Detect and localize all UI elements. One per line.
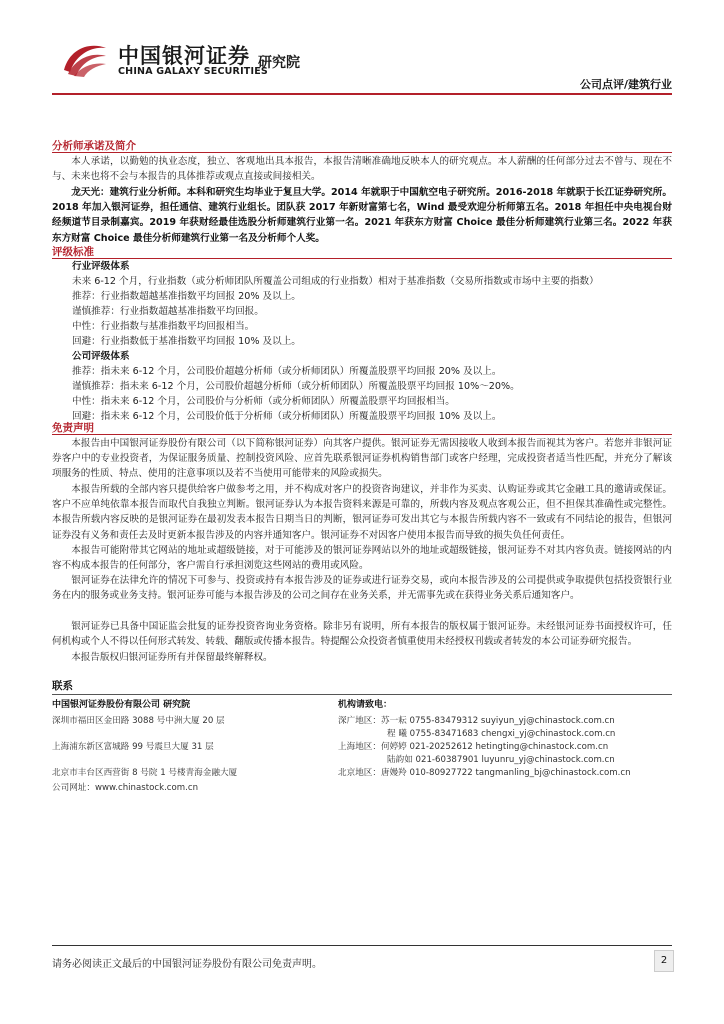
company-rating-line: 中性：指未来 6-12 个月，公司股价与分析师（或分析师团队）所覆盖股票平均回报相当。 (72, 396, 455, 407)
sales-contact-line: 上海地区：何婷婷 021-20252612 hetingting@chinastock.com.cn (338, 742, 609, 752)
brand-name-cn: 中国银河证券 (118, 44, 250, 68)
footer-divider (52, 945, 672, 946)
company-rating-line: 推荐：指未来 6-12 个月，公司股价超越分析师（或分析师团队）所覆盖股票平均回报 20% 及以上。 (72, 366, 502, 377)
disclaimer-paragraph: 本报告版权归银河证券所有并保留最终解释权。 (71, 652, 273, 663)
research-dept-label: 研究院 (258, 55, 300, 71)
company-website[interactable]: 公司网址：www.chinastock.com.cn (52, 783, 199, 793)
company-rating-heading: 公司评级体系 (72, 351, 130, 362)
galaxy-logo-icon (60, 38, 110, 78)
disclaimer-paragraph: 本报告所载的全部内容只提供给客户做参考之用，并不构成对客户的投资咨询建议，并非作为买卖、认购证券或其它金融工具的邀请或保证。客户不应单纯依靠本报告而取代自我独立判断。银河证券认为本报告资料来源是可靠的，所载内容及观点客观公正，但不担保其准确性或完整性。本报告所载内容反映的是银河证券在最初发表本报告日期当日的判断，银河证券可发出其它与本报告所载内容不一致或有不同结论的报告，但银河证券没有义务和责任去及时更新本报告涉及的内容并通知客户。银河证券不对因客户使用本报告而导致的损失负任何责任。 (52, 484, 672, 541)
disclaimer-paragraph: 银河证券已具备中国证监会批复的证券投资咨询业务资格。除非另有说明，所有本报告的版权属于银河证券。未经银河证券书面授权许可，任何机构或个人不得以任何形式转发、转载、翻版或传播本报告。特提醒公众投资者慎重使用未经授权刊载或者转发的本公司证券研究报告。 (52, 621, 672, 648)
disclaimer-section-title: 免责声明 (52, 422, 94, 434)
footer-disclaimer-note: 请务必阅读正文最后的中国银河证券股份有限公司免责声明。 (52, 959, 322, 970)
section-divider (52, 434, 672, 435)
section-divider (52, 152, 672, 153)
contact-address-beijing: 北京市丰台区西营街 8 号院 1 号楼青海金融大厦 (52, 768, 238, 778)
page-number: 2 (654, 950, 674, 972)
disclaimer-paragraph: 本报告可能附带其它网站的地址或超级链接，对于可能涉及的银河证券网站以外的地址或超级链接，银河证券不对其内容负责。链接网站的内容不构成本报告的任何部分，客户需自行承担浏览这些网站的费用或风险。 (52, 545, 672, 572)
company-rating-line: 回避：指未来 6-12 个月，公司股价低于分析师（或分析师团队）所覆盖股票平均回报 10% 及以上。 (72, 411, 502, 422)
contact-section-title: 联系 (52, 680, 73, 692)
sales-contact-line: 北京地区：唐嫚羚 010-80927722 tangmanling_bj@chinastock.com.cn (338, 768, 631, 778)
analyst-bio: 龙天光：建筑行业分析师。本科和研究生均毕业于复旦大学。2014 年就职于中国航空电子研究所。2016-2018 年就职于长江证券研究所。2018 年加入银河证券，担任通信、建筑行业组长。团队获 2017 年新财富第七名，Wind 最受欢迎分析师第五名。2018 年担任中央电视台财经频道节目录制嘉宾。2019 年获财经最佳选股分析师建筑行业第一名。2021 年获东方财富 Choice 最佳分析师建筑行业第三名。2022 年获东方财富 Choice 最佳分析师建筑行业第一名及分析师个人奖。 (52, 187, 672, 244)
disclaimer-paragraph: 银河证券在法律允许的情况下可参与、投资或持有本报告涉及的证券或进行证券交易，或向本报告涉及的公司提供或争取提供包括投资银行业务在内的服务或业务支持。银河证券可能与本报告涉及的公司之间存在业务关系，并无需事先或在获得业务关系后通知客户。 (52, 575, 672, 602)
industry-rating-line: 谨慎推荐：行业指数超越基准指数平均回报。 (72, 306, 264, 317)
industry-rating-line: 推荐：行业指数超越基准指数平均回报 20% 及以上。 (72, 291, 301, 302)
industry-rating-line: 未来 6-12 个月，行业指数（或分析师团队所覆盖公司组成的行业指数）相对于基准指数（交易所指数或市场中主要的指数） (72, 276, 599, 287)
industry-rating-heading: 行业评级体系 (72, 261, 130, 272)
industry-rating-line: 中性：行业指数与基准指数平均回报相当。 (72, 321, 255, 332)
sales-contact-line: 程 曦 0755-83471683 chengxi_yj@chinastock.com.cn (387, 729, 616, 739)
sales-contact-line: 深广地区：苏一耘 0755-83479312 suyiyun_yj@chinastock.com.cn (338, 716, 615, 726)
sales-contact-title: 机构请致电： (338, 700, 393, 710)
contact-address-shenzhen: 深圳市福田区金田路 3088 号中洲大厦 20 层 (52, 716, 225, 726)
industry-rating-line: 回避：行业指数低于基准指数平均回报 10% 及以上。 (72, 336, 301, 347)
header-divider (52, 93, 672, 95)
contact-company: 中国银河证券股份有限公司 研究院 (52, 700, 191, 710)
analyst-commitment: 本人承诺，以勤勉的执业态度，独立、客观地出具本报告，本报告清晰准确地反映本人的研究观点。本人薪酬的任何部分过去不曾与、现在不与、未来也将不会与本报告的具体推荐或观点直接或间接相关。 (52, 156, 672, 183)
brand-name-en: CHINA GALAXY SECURITIES (118, 66, 268, 77)
rating-section-title: 评级标准 (52, 246, 94, 258)
company-rating-line: 谨慎推荐：指未来 6-12 个月，公司股价超越分析师（或分析师团队）所覆盖股票平均回报 10%～20%。 (72, 381, 520, 392)
analyst-section-title: 分析师承诺及简介 (52, 140, 136, 152)
disclaimer-paragraph: 本报告由中国银河证券股份有限公司（以下简称银河证券）向其客户提供。银河证券无需因接收人收到本报告而视其为客户。若您并非银河证券客户中的专业投资者，为保证服务质量、控制投资风险、应首先联系银河证券机构销售部门或客户经理，完成投资者适当性匹配，并充分了解该项服务的性质、特点、使用的注意事项以及若不当使用可能带来的风险或损失。 (52, 438, 672, 480)
sales-contact-line: 陆韵如 021-60387901 luyunru_yj@chinastock.com.cn (387, 755, 615, 765)
contact-address-shanghai: 上海浦东新区富城路 99 号震旦大厦 31 层 (52, 742, 214, 752)
contact-divider (52, 694, 672, 695)
document-type: 公司点评/建筑行业 (579, 78, 672, 91)
